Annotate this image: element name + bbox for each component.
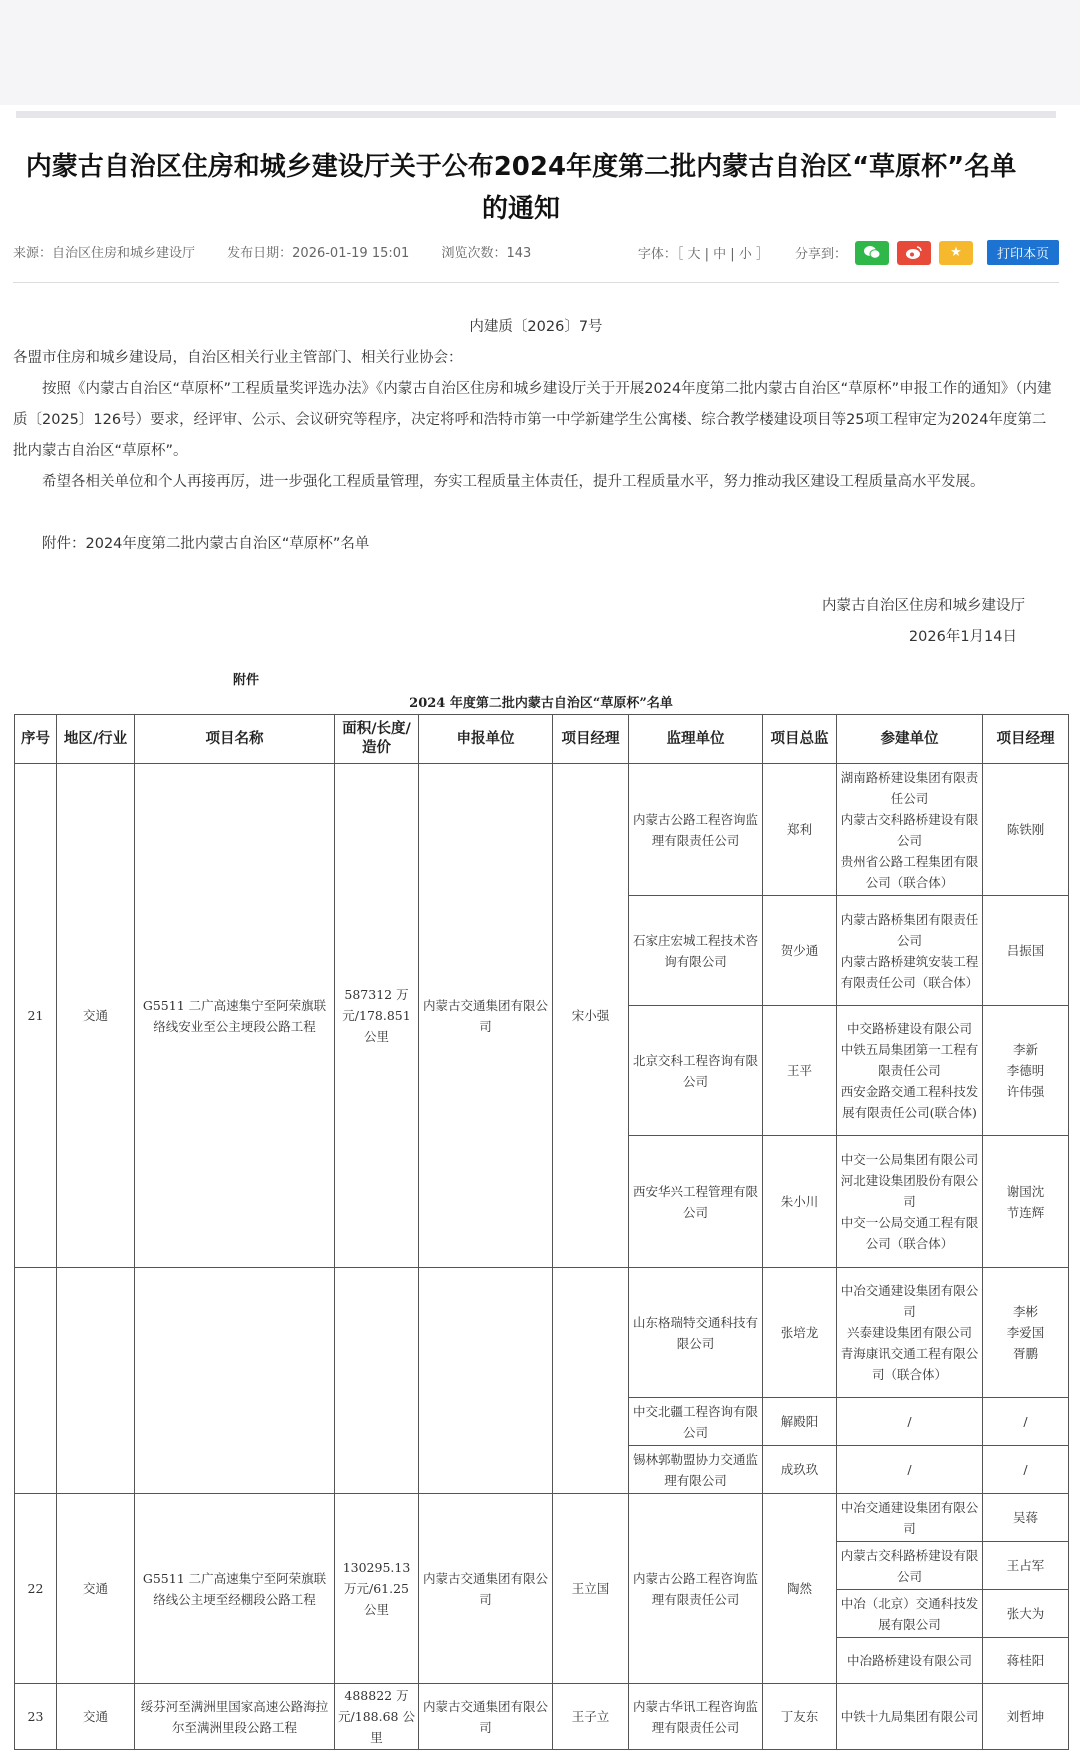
cell-supervisor: 北京交科工程咨询有限公司 — [629, 1006, 763, 1136]
col-header: 项目名称 — [135, 715, 335, 764]
cell-size: 488822 万元/188.68 公里 — [335, 1684, 419, 1750]
issuer: 内蒙古自治区住房和城乡建设厅 — [822, 598, 1025, 614]
col-header: 地区/行业 — [57, 715, 135, 764]
cell-participant-manager: 吕振国 — [983, 896, 1069, 1006]
issue-date: 2026年1月14日 — [908, 629, 1017, 645]
col-header: 项目经理 — [553, 715, 629, 764]
cell-participant-manager: 谢国沈 节连辉 — [983, 1136, 1069, 1268]
addressee: 各盟市住房和城乡建设局，自治区相关行业主管部门、相关行业协会： — [13, 350, 463, 366]
body-paragraph-2: 希望各相关单位和个人再接再厉，进一步强化工程质量管理，夯实工程质量主体责任，提升工程质量水平，努力推动我区建设工程质量高水平发展。 — [42, 474, 985, 490]
col-header: 项目总监 — [763, 715, 837, 764]
cell-director: 郑利 — [763, 764, 837, 896]
print-button[interactable]: 打印本页 — [987, 240, 1059, 265]
col-header: 面积/长度/造价 — [335, 715, 419, 764]
cell-supervisor: 内蒙古华讯工程咨询监理有限责任公司 — [629, 1684, 763, 1750]
cell-participant: 中冶（北京）交通科技发展有限公司 — [837, 1590, 983, 1638]
cell-blank — [419, 1268, 553, 1494]
cell-participant: 中交路桥建设有限公司 中铁五局集团第一工程有限责任公司 西安金路交通工程科技发展有限责任公司(联合体) — [837, 1006, 983, 1136]
cell-project-manager: 王立国 — [553, 1494, 629, 1684]
view-count: 浏览次数：143 — [441, 246, 532, 261]
cell-applicant: 内蒙古交通集团有限公司 — [419, 1684, 553, 1750]
cell-director: 丁友东 — [763, 1684, 837, 1750]
table-row — [15, 1268, 1069, 1398]
cell-participant: 中冶路桥建设有限公司 — [837, 1638, 983, 1684]
cell-size: 130295.13 万元/61.25 公里 — [335, 1494, 419, 1684]
cell-project-name: 绥芬河至满洲里国家高速公路海拉尔至满洲里段公路工程 — [135, 1684, 335, 1750]
cell-participant: 中交一公局集团有限公司 河北建设集团股份有限公司 中交一公局交通工程有限公司（联合体） — [837, 1136, 983, 1268]
font-size-switcher: 字体：［ 大 | 中 | 小 ］ — [637, 247, 769, 262]
cell-director: 解殿阳 — [763, 1398, 837, 1446]
cell-director: 张培龙 — [763, 1268, 837, 1398]
cell-participant: 中冶交通建设集团有限公司 兴泰建设集团有限公司 青海康讯交通工程有限公司（联合体） — [837, 1268, 983, 1398]
col-header: 参建单位 — [837, 715, 983, 764]
cell-participant: 中冶交通建设集团有限公司 — [837, 1494, 983, 1542]
cell-participant-manager: 王占军 — [983, 1542, 1069, 1590]
cell-participant-manager: 陈铁刚 — [983, 764, 1069, 896]
cell-no: 21 — [15, 764, 57, 1268]
table-title: 2024 年度第二批内蒙古自治区“草原杯”名单 — [409, 696, 673, 711]
favorite-share-button[interactable] — [939, 241, 973, 265]
top-banner — [0, 0, 1080, 105]
cell-project-name: G5511 二广高速集宁至阿荣旗联络线公主埂至经棚段公路工程 — [135, 1494, 335, 1684]
cell-participant: 中铁十九局集团有限公司 — [837, 1684, 983, 1750]
table-row — [15, 1494, 1069, 1542]
award-list-table — [14, 714, 1069, 1750]
cell-region: 交通 — [57, 764, 135, 1268]
table-header-row — [15, 715, 1069, 764]
col-header: 序号 — [15, 715, 57, 764]
table-row — [15, 764, 1069, 896]
cell-participant-manager: 蒋桂阳 — [983, 1638, 1069, 1684]
cell-supervisor: 中交北疆工程咨询有限公司 — [629, 1398, 763, 1446]
cell-blank — [15, 1268, 57, 1494]
cell-project-manager: 宋小强 — [553, 764, 629, 1268]
cell-supervisor: 石家庄宏城工程技术咨询有限公司 — [629, 896, 763, 1006]
attachment-label: 附件 — [233, 673, 260, 688]
wechat-icon — [863, 245, 881, 260]
weibo-share-button[interactable] — [897, 241, 931, 265]
cell-director: 陶然 — [763, 1494, 837, 1684]
document-number: 内建质〔2026〕7号 — [469, 319, 603, 335]
signature — [822, 591, 1025, 653]
cell-supervisor: 西安华兴工程管理有限公司 — [629, 1136, 763, 1268]
cell-director: 贺少通 — [763, 896, 837, 1006]
cell-director: 朱小川 — [763, 1136, 837, 1268]
cell-director: 成玖玖 — [763, 1446, 837, 1494]
cell-participant: 内蒙古交科路桥建设有限公司 — [837, 1542, 983, 1590]
body-paragraph-1: 按照《内蒙古自治区“草原杯”工程质量奖评选办法》《内蒙古自治区住房和城乡建设厅关于开展2024年度第二批内蒙古自治区“草原杯”申报工作的通知》（内建质〔2025〕126号）要求，经评审、公示、会议研究等程序，决定将呼和浩特市第一中学新建学生公寓楼、综合教学楼建设项目等25项工程审定为2024年度第二批内蒙古自治区“草原杯”。 — [13, 381, 1052, 459]
divider — [13, 282, 1059, 283]
star-icon: ★ — [950, 245, 962, 260]
cell-blank — [335, 1268, 419, 1494]
cell-no: 22 — [15, 1494, 57, 1684]
col-header: 申报单位 — [419, 715, 553, 764]
share-label: 分享到： — [794, 247, 847, 262]
cell-applicant: 内蒙古交通集团有限公司 — [419, 1494, 553, 1684]
cell-participant: 湖南路桥建设集团有限责任公司 内蒙古交科路桥建设有限公司 贵州省公路工程集团有限公司（联合体） — [837, 764, 983, 896]
decor-stripe — [16, 111, 1056, 118]
cell-participant: / — [837, 1446, 983, 1494]
cell-participant-manager: 李新 李德明 许伟强 — [983, 1006, 1069, 1136]
cell-blank — [135, 1268, 335, 1494]
cell-supervisor: 山东格瑞特交通科技有限公司 — [629, 1268, 763, 1398]
cell-participant-manager: 吴蒋 — [983, 1494, 1069, 1542]
attachment-line[interactable]: 附件：2024年度第二批内蒙古自治区“草原杯”名单 — [42, 536, 370, 552]
article-meta — [13, 240, 1059, 262]
publish-date: 发布日期：2026-01-19 15:01 — [227, 246, 410, 261]
font-large-link[interactable]: 大 — [687, 247, 701, 262]
wechat-share-button[interactable] — [855, 241, 889, 265]
cell-participant-manager: 李彬 李爱国 胥鹏 — [983, 1268, 1069, 1398]
cell-region: 交通 — [57, 1684, 135, 1750]
cell-blank — [57, 1268, 135, 1494]
cell-supervisor: 锡林郭勒盟协力交通监理有限公司 — [629, 1446, 763, 1494]
article-body — [13, 312, 1059, 560]
font-small-link[interactable]: 小 — [738, 247, 752, 262]
font-size-label: 字体：［ — [637, 247, 684, 262]
table-row — [15, 1684, 1069, 1750]
cell-supervisor: 内蒙古公路工程咨询监理有限责任公司 — [629, 764, 763, 896]
cell-blank — [553, 1268, 629, 1494]
weibo-icon — [905, 245, 923, 260]
cell-participant-manager: 张大为 — [983, 1590, 1069, 1638]
cell-participant: / — [837, 1398, 983, 1446]
cell-participant-manager: 刘哲坤 — [983, 1684, 1069, 1750]
cell-applicant: 内蒙古交通集团有限公司 — [419, 764, 553, 1268]
cell-participant-manager: / — [983, 1398, 1069, 1446]
page-title: 内蒙古自治区住房和城乡建设厅关于公布2024年度第二批内蒙古自治区“草原杯”名单的通知 — [25, 152, 1017, 224]
col-header: 监理单位 — [629, 715, 763, 764]
font-medium-link[interactable]: 中 — [713, 247, 727, 262]
cell-participant-manager: / — [983, 1446, 1069, 1494]
cell-region: 交通 — [57, 1494, 135, 1684]
cell-size: 587312 万元/178.851 公里 — [335, 764, 419, 1268]
source-text: 来源：自治区住房和城乡建设厅 — [13, 246, 196, 261]
cell-director: 王平 — [763, 1006, 837, 1136]
cell-no: 23 — [15, 1684, 57, 1750]
col-header: 项目经理 — [983, 715, 1069, 764]
cell-participant: 内蒙古路桥集团有限责任公司 内蒙古路桥建筑安装工程有限责任公司（联合体） — [837, 896, 983, 1006]
cell-project-manager: 王子立 — [553, 1684, 629, 1750]
cell-supervisor: 内蒙古公路工程咨询监理有限责任公司 — [629, 1494, 763, 1684]
cell-project-name: G5511 二广高速集宁至阿荣旗联络线安业至公主埂段公路工程 — [135, 764, 335, 1268]
